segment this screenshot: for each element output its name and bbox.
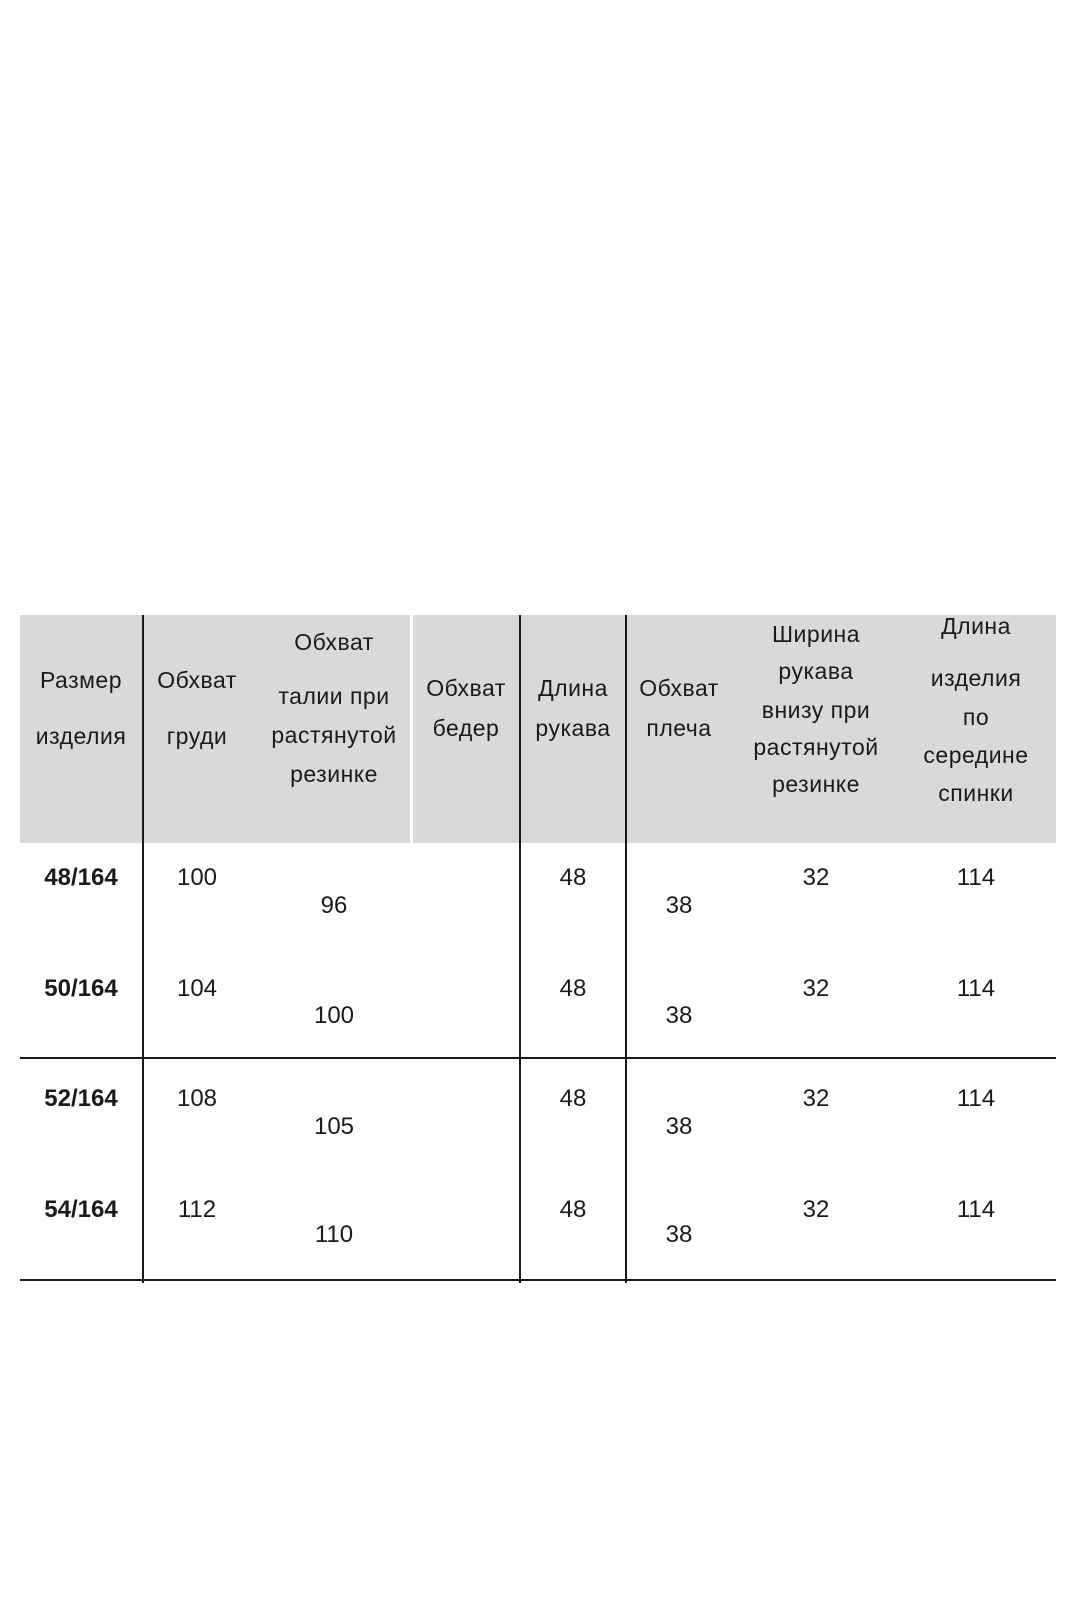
header-label-line: Ширина: [771, 621, 861, 647]
sleeve-length-value: 48: [559, 1196, 587, 1223]
header-label-line: груди: [166, 723, 228, 749]
waist-value: 96: [320, 892, 348, 919]
header-label-line: по: [962, 704, 990, 730]
header-cell-garment-length: [896, 615, 1056, 843]
header-label-line: талии при: [278, 683, 390, 709]
size-chart-table: [20, 615, 1056, 1283]
garment-length-value: 114: [956, 1085, 996, 1112]
shoulder-value: 38: [665, 1221, 693, 1248]
waist-value: 100: [313, 1002, 355, 1029]
header-label-line: Обхват: [426, 675, 506, 701]
header-cell-shoulder: [627, 615, 731, 843]
column-divider: [625, 615, 627, 1283]
column-divider: [519, 615, 521, 1283]
header-label-line: Обхват: [639, 675, 719, 701]
header-label-line: рукава: [535, 715, 611, 741]
header-cell-waist: [258, 615, 410, 843]
header-cell-sleeve-width: [736, 615, 896, 843]
chest-value: 112: [177, 1196, 217, 1223]
shoulder-value: 38: [665, 1113, 693, 1140]
chest-value: 108: [176, 1085, 218, 1112]
garment-length-value: 114: [956, 975, 996, 1002]
chest-value: 100: [176, 864, 218, 891]
header-label-line: Длина: [941, 613, 1011, 639]
header-label-line: Обхват: [157, 667, 237, 693]
sleeve-length-value: 48: [559, 1085, 587, 1112]
garment-length-value: 114: [956, 1196, 996, 1223]
sleeve-width-value: 32: [802, 1085, 830, 1112]
header-label-line: Обхват: [294, 629, 374, 655]
header-label-line: резинке: [290, 761, 378, 787]
header-label-line: середине: [923, 742, 1029, 768]
header-label-line: изделия: [35, 723, 127, 749]
row-group-divider: [20, 1057, 1056, 1059]
garment-length-value: 114: [956, 864, 996, 891]
header-label-line: Размер: [39, 667, 123, 693]
header-cell-hips: [413, 615, 519, 843]
sleeve-length-value: 48: [559, 864, 587, 891]
waist-value: 110: [314, 1221, 354, 1248]
header-label-line: растянутой: [753, 734, 879, 760]
header-label-line: изделия: [930, 665, 1022, 691]
sleeve-length-value: 48: [559, 975, 587, 1002]
header-cell-size: [20, 615, 142, 843]
header-label-line: плеча: [646, 715, 712, 741]
size-value: 54/164: [44, 1196, 118, 1223]
sleeve-width-value: 32: [802, 864, 830, 891]
sleeve-width-value: 32: [802, 1196, 830, 1223]
header-label-line: бедер: [432, 715, 500, 741]
shoulder-value: 38: [665, 892, 693, 919]
header-label-line: спинки: [938, 780, 1014, 806]
header-label-line: Длина: [538, 675, 608, 701]
size-value: 52/164: [44, 1085, 118, 1112]
header-label-line: растянутой: [271, 722, 397, 748]
header-cell-chest: [144, 615, 250, 843]
header-label-line: резинке: [772, 771, 860, 797]
size-value: 48/164: [44, 864, 118, 891]
header-cell-sleeve-length: [521, 615, 625, 843]
header-label-line: внизу при: [761, 697, 871, 723]
sleeve-width-value: 32: [802, 975, 830, 1002]
header-label-line: рукава: [778, 658, 854, 684]
table-bottom-rule: [20, 1279, 1056, 1281]
column-divider: [142, 615, 144, 1283]
waist-value: 105: [313, 1113, 355, 1140]
chest-value: 104: [176, 975, 218, 1002]
shoulder-value: 38: [665, 1002, 693, 1029]
size-value: 50/164: [44, 975, 118, 1002]
